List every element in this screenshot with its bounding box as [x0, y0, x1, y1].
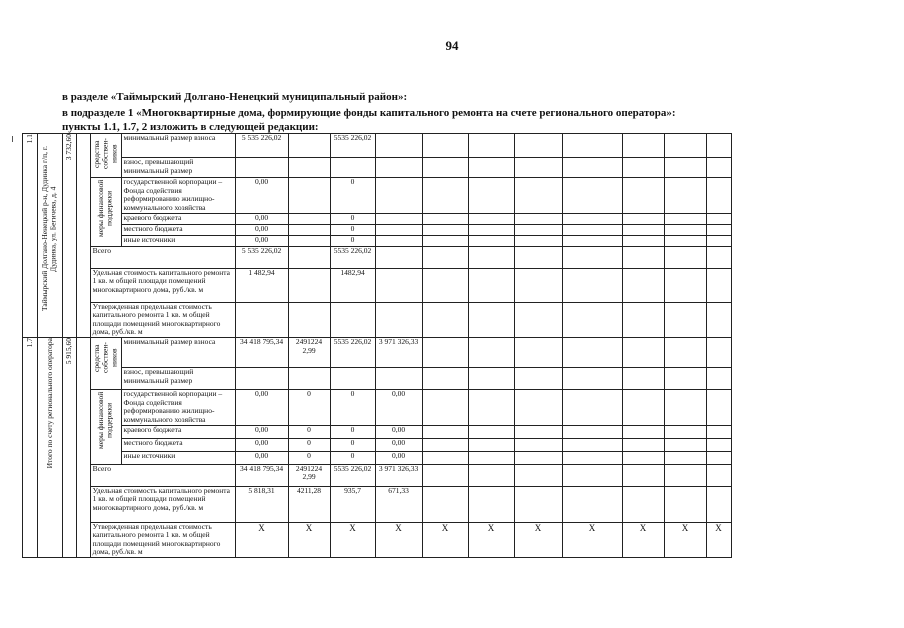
- cell: 5 535 226,02: [235, 246, 288, 268]
- empty-cell: [422, 390, 468, 426]
- empty-cell: [468, 464, 514, 486]
- empty-cell: [514, 390, 562, 426]
- empty-cell: [422, 213, 468, 224]
- empty-cell: [468, 246, 514, 268]
- empty-cell: [422, 338, 468, 368]
- empty-cell: [562, 338, 622, 368]
- empty-cell: [664, 134, 706, 158]
- empty-cell: [288, 302, 330, 338]
- block1-area: 3 732,60: [64, 134, 73, 161]
- cell: 0: [330, 390, 375, 426]
- block1-num-cell: [23, 134, 38, 338]
- empty-cell: [562, 134, 622, 158]
- empty-cell: [706, 134, 731, 158]
- cell: 0: [330, 235, 375, 246]
- empty-cell: [622, 438, 664, 451]
- cell: 4211,28: [288, 486, 330, 522]
- x-mark: Х: [422, 522, 468, 558]
- limit-cost-label: Утвержденная предельная стоимость капитального ремонта 1 кв. м общей площади помещений многоквартирного дома, руб./кв. м: [90, 522, 235, 558]
- empty-cell: [514, 235, 562, 246]
- cell: 0: [288, 451, 330, 464]
- cell: [375, 235, 422, 246]
- block1-address: Таймырский Долгано-Ненецкий р-н, Дудинка г/п, г. Дудинка, ул. Бегичева, д. 4: [40, 146, 58, 312]
- block2-num-cell: [23, 338, 38, 558]
- x-mark: Х: [330, 522, 375, 558]
- empty-cell: [468, 134, 514, 158]
- empty-cell: [706, 302, 731, 338]
- other-label: иные источники: [121, 235, 235, 246]
- empty-cell: [422, 438, 468, 451]
- regional-label: краевого бюджета: [121, 213, 235, 224]
- empty-cell: [514, 246, 562, 268]
- cell: [375, 213, 422, 224]
- margin-mark: [12, 136, 13, 142]
- empty-cell: [514, 178, 562, 214]
- empty-cell: [422, 158, 468, 178]
- intro-line-1: в разделе «Таймырский Долгано-Ненецкий муниципальный район»:: [62, 91, 408, 103]
- support-label: меры финансовой поддержки: [95, 179, 114, 237]
- empty-cell: [562, 235, 622, 246]
- empty-cell: [288, 158, 330, 178]
- empty-cell: [622, 486, 664, 522]
- empty-cell: [622, 338, 664, 368]
- empty-cell: [562, 268, 622, 302]
- x-mark: Х: [375, 522, 422, 558]
- empty-cell: [622, 268, 664, 302]
- cell: 0: [330, 451, 375, 464]
- total-label: Всего: [90, 246, 235, 268]
- empty-cell: [664, 178, 706, 214]
- cell: 3 971 326,33: [375, 464, 422, 486]
- empty-cell: [422, 224, 468, 235]
- block2-support-cell: [90, 390, 121, 465]
- empty-cell: [330, 302, 375, 338]
- cell: [375, 268, 422, 302]
- owners-label: средства собствен-ников: [91, 342, 118, 374]
- cell: 0: [330, 224, 375, 235]
- empty-cell: [468, 368, 514, 390]
- empty-cell: [706, 268, 731, 302]
- cell: [288, 178, 330, 214]
- cell: 0: [288, 425, 330, 438]
- empty-cell: [514, 451, 562, 464]
- empty-cell: [562, 451, 622, 464]
- empty-cell: [514, 464, 562, 486]
- empty-cell: [514, 338, 562, 368]
- empty-cell: [468, 268, 514, 302]
- empty-cell: [562, 368, 622, 390]
- empty-cell: [622, 368, 664, 390]
- cell: 34 418 795,34: [235, 464, 288, 486]
- cell: 0,00: [375, 425, 422, 438]
- empty-cell: [706, 246, 731, 268]
- empty-cell: [468, 178, 514, 214]
- x-mark: Х: [288, 522, 330, 558]
- cell: 0,00: [235, 390, 288, 426]
- empty-cell: [468, 224, 514, 235]
- empty-cell: [622, 134, 664, 158]
- min-fee-label: минимальный размер взноса: [121, 134, 235, 158]
- cell: 0,00: [235, 178, 288, 214]
- fund-label: государственной корпорации – Фонда содействия реформированию жилищно-коммунального хозяйства: [121, 390, 235, 426]
- empty-cell: [288, 368, 330, 390]
- cell: 5 818,31: [235, 486, 288, 522]
- cell: 5535 226,02: [330, 338, 375, 368]
- empty-cell: [664, 425, 706, 438]
- unit-cost-label: Удельная стоимость капитального ремонта 1 кв. м общей площади помещений многоквартирного дома, руб./кв. м: [90, 268, 235, 302]
- empty-cell: [514, 134, 562, 158]
- x-mark: Х: [622, 522, 664, 558]
- owners-label: средства собствен-ников: [91, 138, 118, 170]
- cell: 0,00: [375, 390, 422, 426]
- empty-cell: [422, 486, 468, 522]
- empty-cell: [664, 464, 706, 486]
- empty-cell: [622, 390, 664, 426]
- empty-cell: [514, 268, 562, 302]
- empty-cell: [706, 451, 731, 464]
- cell: 2491224 2,99: [288, 338, 330, 368]
- empty-cell: [622, 246, 664, 268]
- unit-cost-label: Удельная стоимость капитального ремонта 1 кв. м общей площади помещений многоквартирного дома, руб./кв. м: [90, 486, 235, 522]
- empty-cell: [468, 486, 514, 522]
- empty-cell: [664, 213, 706, 224]
- cell: [375, 134, 422, 158]
- empty-cell: [422, 268, 468, 302]
- cell: [288, 268, 330, 302]
- cell: 0,00: [235, 224, 288, 235]
- empty-cell: [562, 246, 622, 268]
- empty-cell: [562, 390, 622, 426]
- cell: 0,00: [235, 425, 288, 438]
- cell: [288, 224, 330, 235]
- empty-cell: [622, 178, 664, 214]
- block1-area-cell: [63, 134, 77, 338]
- empty-cell: [422, 425, 468, 438]
- x-mark: Х: [235, 522, 288, 558]
- cell: 0,00: [235, 451, 288, 464]
- empty-cell: [375, 368, 422, 390]
- empty-cell: [664, 302, 706, 338]
- cell: [288, 235, 330, 246]
- cell: 5535 226,02: [330, 134, 375, 158]
- cell: 5535 226,02: [330, 246, 375, 268]
- cell: 0,00: [235, 235, 288, 246]
- empty-cell: [622, 235, 664, 246]
- x-mark: Х: [468, 522, 514, 558]
- cell: 0: [330, 213, 375, 224]
- empty-cell: [664, 338, 706, 368]
- x-mark: Х: [514, 522, 562, 558]
- empty-cell: [562, 464, 622, 486]
- block1-blank: [76, 134, 90, 338]
- empty-cell: [706, 158, 731, 178]
- empty-cell: [664, 451, 706, 464]
- cell: 0: [330, 438, 375, 451]
- block2-address-cell: [38, 338, 63, 558]
- empty-cell: [514, 368, 562, 390]
- empty-cell: [622, 158, 664, 178]
- cell: 0,00: [235, 438, 288, 451]
- empty-cell: [664, 390, 706, 426]
- cell: 0,00: [375, 438, 422, 451]
- empty-cell: [622, 213, 664, 224]
- cell: [288, 246, 330, 268]
- cell: [288, 134, 330, 158]
- block1-num: 1.1: [24, 134, 34, 144]
- fund-label: государственной корпорации – Фонда содействия реформированию жилищно-коммунального хозяйства: [121, 178, 235, 214]
- empty-cell: [375, 302, 422, 338]
- empty-cell: [422, 178, 468, 214]
- block2-address: Итого по счету регионального оператора: [44, 338, 54, 469]
- empty-cell: [562, 158, 622, 178]
- block1-owners-cell: [90, 134, 121, 178]
- empty-cell: [468, 235, 514, 246]
- empty-cell: [622, 302, 664, 338]
- block2-blank: [76, 338, 90, 558]
- empty-cell: [706, 338, 731, 368]
- empty-cell: [514, 302, 562, 338]
- empty-cell: [375, 158, 422, 178]
- cell: 3 971 326,33: [375, 338, 422, 368]
- empty-cell: [514, 486, 562, 522]
- empty-cell: [422, 464, 468, 486]
- local-label: местного бюджета: [121, 438, 235, 451]
- empty-cell: [706, 235, 731, 246]
- empty-cell: [622, 464, 664, 486]
- cell: [375, 246, 422, 268]
- empty-cell: [514, 425, 562, 438]
- cell: [375, 224, 422, 235]
- empty-cell: [562, 302, 622, 338]
- empty-cell: [514, 158, 562, 178]
- cell: 2491224 2,99: [288, 464, 330, 486]
- empty-cell: [664, 224, 706, 235]
- cell: [288, 213, 330, 224]
- intro-line-3: пункты 1.1, 1.7, 2 изложить в следующей редакции:: [62, 121, 319, 133]
- empty-cell: [664, 368, 706, 390]
- x-mark: Х: [562, 522, 622, 558]
- intro-line-2: в подразделе 1 «Многоквартирные дома, формирующие фонды капитального ремонта на счете регионального оператора»:: [62, 107, 676, 119]
- cell: 0,00: [235, 213, 288, 224]
- empty-cell: [664, 235, 706, 246]
- empty-cell: [562, 224, 622, 235]
- cell: [375, 178, 422, 214]
- empty-cell: [706, 224, 731, 235]
- empty-cell: [664, 486, 706, 522]
- empty-cell: [706, 464, 731, 486]
- block1-address-cell: [38, 134, 63, 338]
- block2-num: 1.7: [24, 338, 34, 348]
- regional-label: краевого бюджета: [121, 425, 235, 438]
- empty-cell: [422, 451, 468, 464]
- cell: 5 535 226,02: [235, 134, 288, 158]
- empty-cell: [468, 213, 514, 224]
- empty-cell: [706, 178, 731, 214]
- over-min-label: взнос, превышающий минимальный размер: [121, 368, 235, 390]
- empty-cell: [562, 178, 622, 214]
- block2-area: 5 915,60: [64, 338, 73, 365]
- cell: 0,00: [375, 451, 422, 464]
- empty-cell: [562, 425, 622, 438]
- empty-cell: [706, 390, 731, 426]
- cell: 935,7: [330, 486, 375, 522]
- empty-cell: [514, 213, 562, 224]
- empty-cell: [514, 224, 562, 235]
- empty-cell: [468, 438, 514, 451]
- cell: 0: [330, 425, 375, 438]
- total-label: Всего: [90, 464, 235, 486]
- empty-cell: [664, 158, 706, 178]
- empty-cell: [468, 302, 514, 338]
- empty-cell: [235, 302, 288, 338]
- empty-cell: [562, 438, 622, 451]
- empty-cell: [330, 368, 375, 390]
- empty-cell: [562, 213, 622, 224]
- limit-cost-label: Утвержденная предельная стоимость капитального ремонта 1 кв. м общей площади помещений многоквартирного дома, руб./кв. м: [90, 302, 235, 338]
- x-mark: Х: [664, 522, 706, 558]
- empty-cell: [664, 268, 706, 302]
- empty-cell: [235, 158, 288, 178]
- empty-cell: [706, 368, 731, 390]
- empty-cell: [422, 235, 468, 246]
- empty-cell: [706, 486, 731, 522]
- empty-cell: [468, 451, 514, 464]
- cell: 34 418 795,34: [235, 338, 288, 368]
- empty-cell: [422, 302, 468, 338]
- empty-cell: [235, 368, 288, 390]
- empty-cell: [562, 486, 622, 522]
- block1-support-cell: [90, 178, 121, 247]
- block2-owners-cell: [90, 338, 121, 390]
- over-min-label: взнос, превышающий минимальный размер: [121, 158, 235, 178]
- support-label: меры финансовой поддержки: [95, 391, 114, 449]
- empty-cell: [622, 224, 664, 235]
- empty-cell: [422, 134, 468, 158]
- empty-cell: [664, 438, 706, 451]
- other-label: иные источники: [121, 451, 235, 464]
- empty-cell: [514, 438, 562, 451]
- x-mark: Х: [706, 522, 731, 558]
- min-fee-label: минимальный размер взноса: [121, 338, 235, 368]
- cell: 5535 226,02: [330, 464, 375, 486]
- empty-cell: [330, 158, 375, 178]
- empty-cell: [422, 368, 468, 390]
- empty-cell: [622, 425, 664, 438]
- cell: 0: [288, 438, 330, 451]
- block2-area-cell: [63, 338, 77, 558]
- empty-cell: [468, 425, 514, 438]
- empty-cell: [706, 213, 731, 224]
- local-label: местного бюджета: [121, 224, 235, 235]
- empty-cell: [622, 451, 664, 464]
- cell: 0: [330, 178, 375, 214]
- empty-cell: [664, 246, 706, 268]
- cell: 1482,94: [330, 268, 375, 302]
- cell: 1 482,94: [235, 268, 288, 302]
- empty-cell: [706, 438, 731, 451]
- empty-cell: [468, 158, 514, 178]
- empty-cell: [706, 425, 731, 438]
- repair-funding-table: [22, 133, 732, 558]
- page-number: 94: [445, 38, 459, 53]
- empty-cell: [468, 338, 514, 368]
- empty-cell: [468, 390, 514, 426]
- cell: 671,33: [375, 486, 422, 522]
- cell: 0: [288, 390, 330, 426]
- empty-cell: [422, 246, 468, 268]
